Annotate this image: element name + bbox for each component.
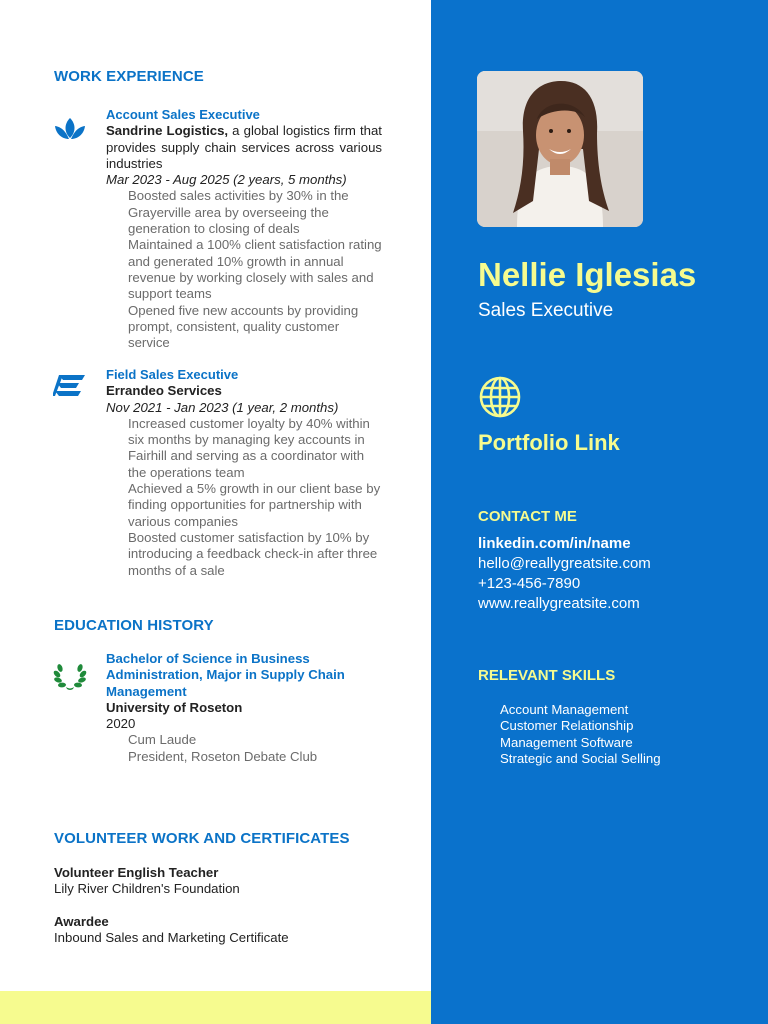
achievement-item: Achieved a 5% growth in our client base by finding opportunities for partnership with various companies <box>128 481 381 529</box>
volunteer-item <box>54 865 240 898</box>
skill-item: Account Management <box>500 702 629 717</box>
laurel-wreath-icon <box>52 660 86 690</box>
education-heading: EDUCATION HISTORY <box>54 617 214 634</box>
education-entry <box>106 651 376 765</box>
candidate-name: Nellie Iglesias <box>478 256 697 293</box>
portfolio-link[interactable]: Portfolio Link <box>478 430 620 455</box>
stylized-e-logo-icon <box>53 371 87 401</box>
job-role: Account Sales Executive <box>106 107 260 122</box>
website-link[interactable]: www.reallygreatsite.com <box>478 595 640 612</box>
phone-number: +123-456-7890 <box>478 575 581 592</box>
certificate-name: Inbound Sales and Marketing Certificate <box>54 930 289 946</box>
skills-list <box>500 702 670 767</box>
graduation-year: 2020 <box>106 716 136 732</box>
company-name: Errandeo Services <box>106 383 222 399</box>
job-dates: Mar 2023 - Aug 2025 (2 years, 5 months) <box>106 172 347 188</box>
achievement-item: Boosted customer satisfaction by 10% by introducing a feedback check-in after three months of a sale <box>128 529 378 578</box>
achievement-item: Opened five new accounts by providing prompt, consistent, quality customer service <box>128 302 359 351</box>
certificate-title: Awardee <box>54 914 109 929</box>
globe-icon <box>478 375 522 419</box>
job-company <box>106 123 382 172</box>
education-note: President, Roseton Debate Club <box>128 748 318 764</box>
job-role: Field Sales Executive <box>106 367 239 382</box>
candidate-job-title: Sales Executive <box>478 300 614 321</box>
profile-photo <box>477 71 643 227</box>
job-achievements <box>106 416 382 579</box>
job-achievements <box>106 188 382 351</box>
email-link[interactable]: hello@reallygreatsite.com <box>478 555 651 572</box>
contact-details <box>478 534 651 614</box>
lotus-leaf-logo-icon <box>53 116 87 146</box>
certificate-item <box>54 914 289 947</box>
skill-item: Customer Relationship Management Software <box>500 718 634 750</box>
job-entry <box>106 107 382 351</box>
achievement-item: Boosted sales activities by 30% in the Grayerville area by overseeing the generation to closing of deals <box>128 188 349 237</box>
degree-title: Bachelor of Science in Business Administration, Major in Supply Chain Management <box>106 651 345 699</box>
linkedin-link[interactable]: linkedin.com/in/name <box>478 535 631 552</box>
volunteer-org: Lily River Children's Foundation <box>54 881 240 897</box>
decorative-footer-bar <box>0 991 431 1024</box>
contact-heading: CONTACT ME <box>478 508 577 525</box>
volunteer-heading: VOLUNTEER WORK AND CERTIFICATES <box>54 830 350 847</box>
achievement-item: Maintained a 100% client satisfaction rating and generated 10% growth in annual revenue by working closely with sales and support teams <box>128 237 382 302</box>
skills-heading: RELEVANT SKILLS <box>478 667 616 684</box>
job-company <box>106 383 382 399</box>
company-description: a global logistics firm that provides supply chain services across various industries <box>106 123 382 171</box>
job-entry <box>106 367 382 579</box>
school-name: University of Roseton <box>106 699 243 715</box>
education-note: Cum Laude <box>128 732 197 748</box>
volunteer-title: Volunteer English Teacher <box>54 865 219 880</box>
job-dates: Nov 2021 - Jan 2023 (1 year, 2 months) <box>106 399 339 415</box>
education-notes <box>106 732 376 765</box>
skill-item: Strategic and Social Selling <box>500 750 661 766</box>
achievement-item: Increased customer loyalty by 40% within six months by managing key accounts in Fairhill and serving as a coordinator with the operations team <box>128 415 370 480</box>
work-experience-heading: WORK EXPERIENCE <box>54 68 204 85</box>
company-name: Sandrine Logistics, <box>106 123 229 139</box>
